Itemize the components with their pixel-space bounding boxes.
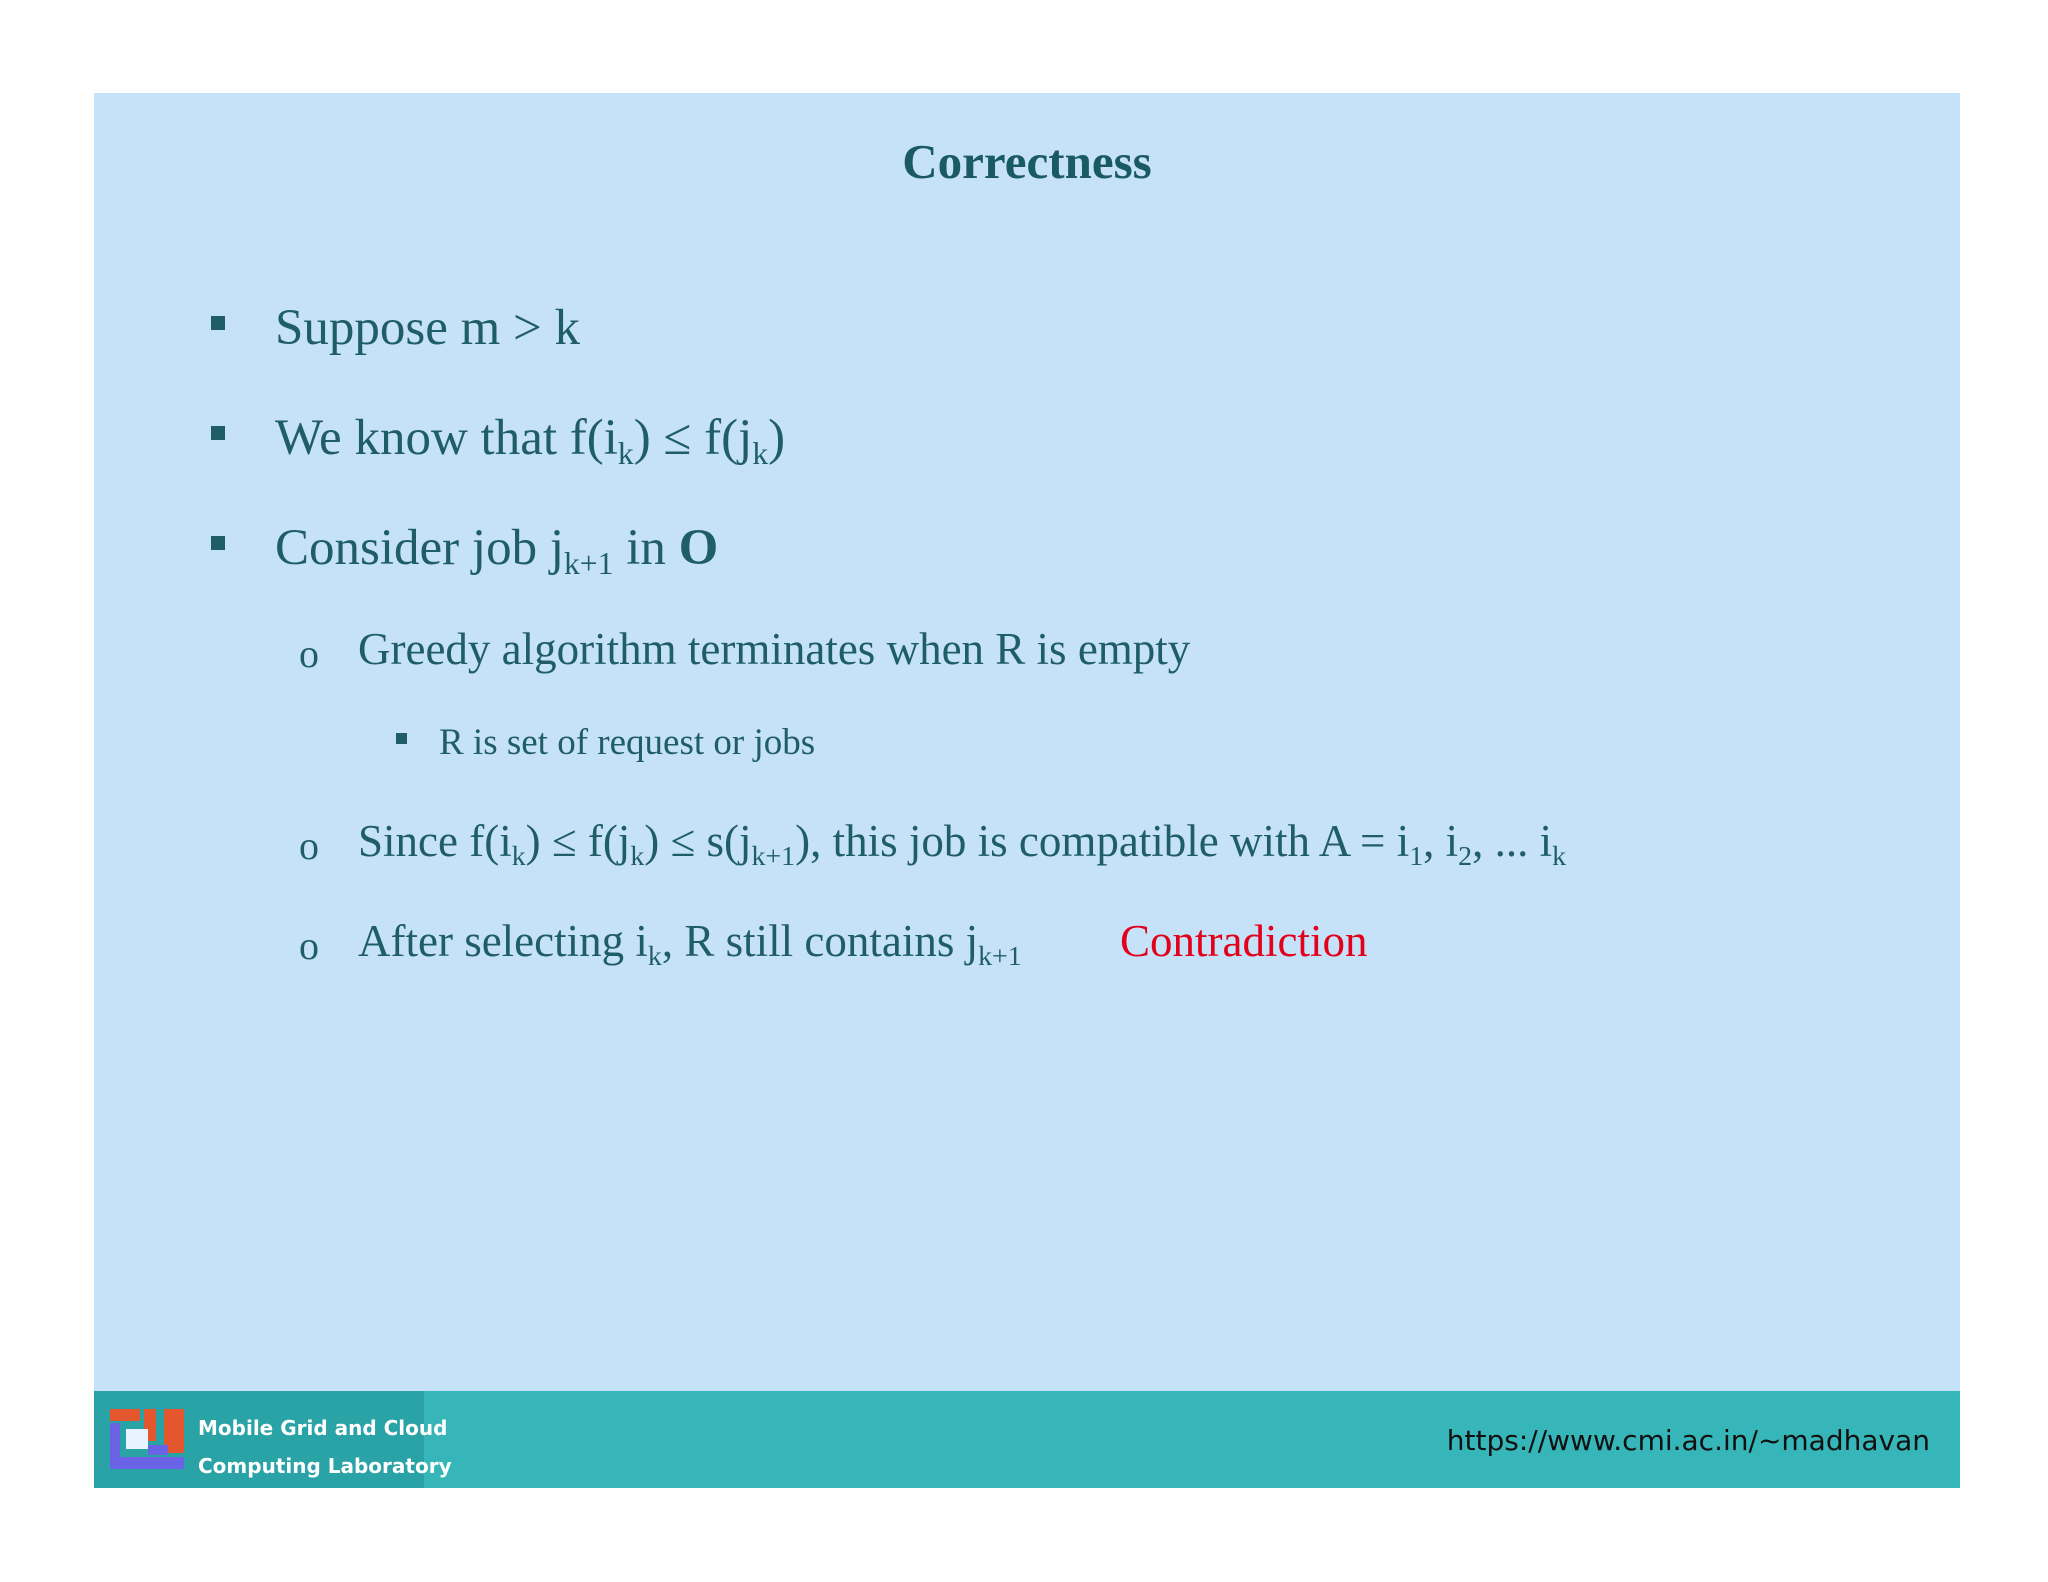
footer-bar xyxy=(94,1391,1960,1488)
subsubbullet-r-definition: R is set of request or jobs xyxy=(439,722,816,763)
lab-logo-icon xyxy=(108,1405,188,1475)
subbullet-since-compatible: Since $f(i_k) \le f(j_k) \le s(j_{k+1})$, this job is compatible with $A = i_1$, $i_2$, ... $i_k$ xyxy=(358,816,1567,872)
lab-logo xyxy=(94,1391,452,1488)
circle-bullet-icon: o xyxy=(299,631,319,676)
square-bullet-icon xyxy=(211,536,225,550)
bullet-we-know: We know that $f(i_k) \le f(j_k)$ xyxy=(275,410,786,472)
bullet-suppose: Suppose m > k xyxy=(275,300,581,356)
slide xyxy=(94,93,1960,1488)
slide-title: Correctness xyxy=(902,134,1152,189)
subbullet-greedy-terminates: Greedy algorithm terminates when R is empty xyxy=(358,624,1191,674)
lab-logo-text: Mobile Grid and Cloud Computing Laboratory xyxy=(198,1416,452,1478)
square-bullet-icon xyxy=(211,426,225,440)
square-bullet-icon xyxy=(396,733,407,744)
contradiction-label: Contradiction xyxy=(1120,916,1368,966)
subbullet-after-selecting: After selecting $i_k$, R still contains $j_{k+1}$ xyxy=(358,916,1022,972)
bullet-consider-job: Consider job $j_{k+1}$ in O xyxy=(275,520,719,582)
square-bullet-icon xyxy=(211,316,225,330)
footer-url-link[interactable]: https://www.cmi.ac.in/~madhavan xyxy=(1446,1424,1930,1457)
circle-bullet-icon: o xyxy=(299,823,319,868)
circle-bullet-icon: o xyxy=(299,923,319,968)
